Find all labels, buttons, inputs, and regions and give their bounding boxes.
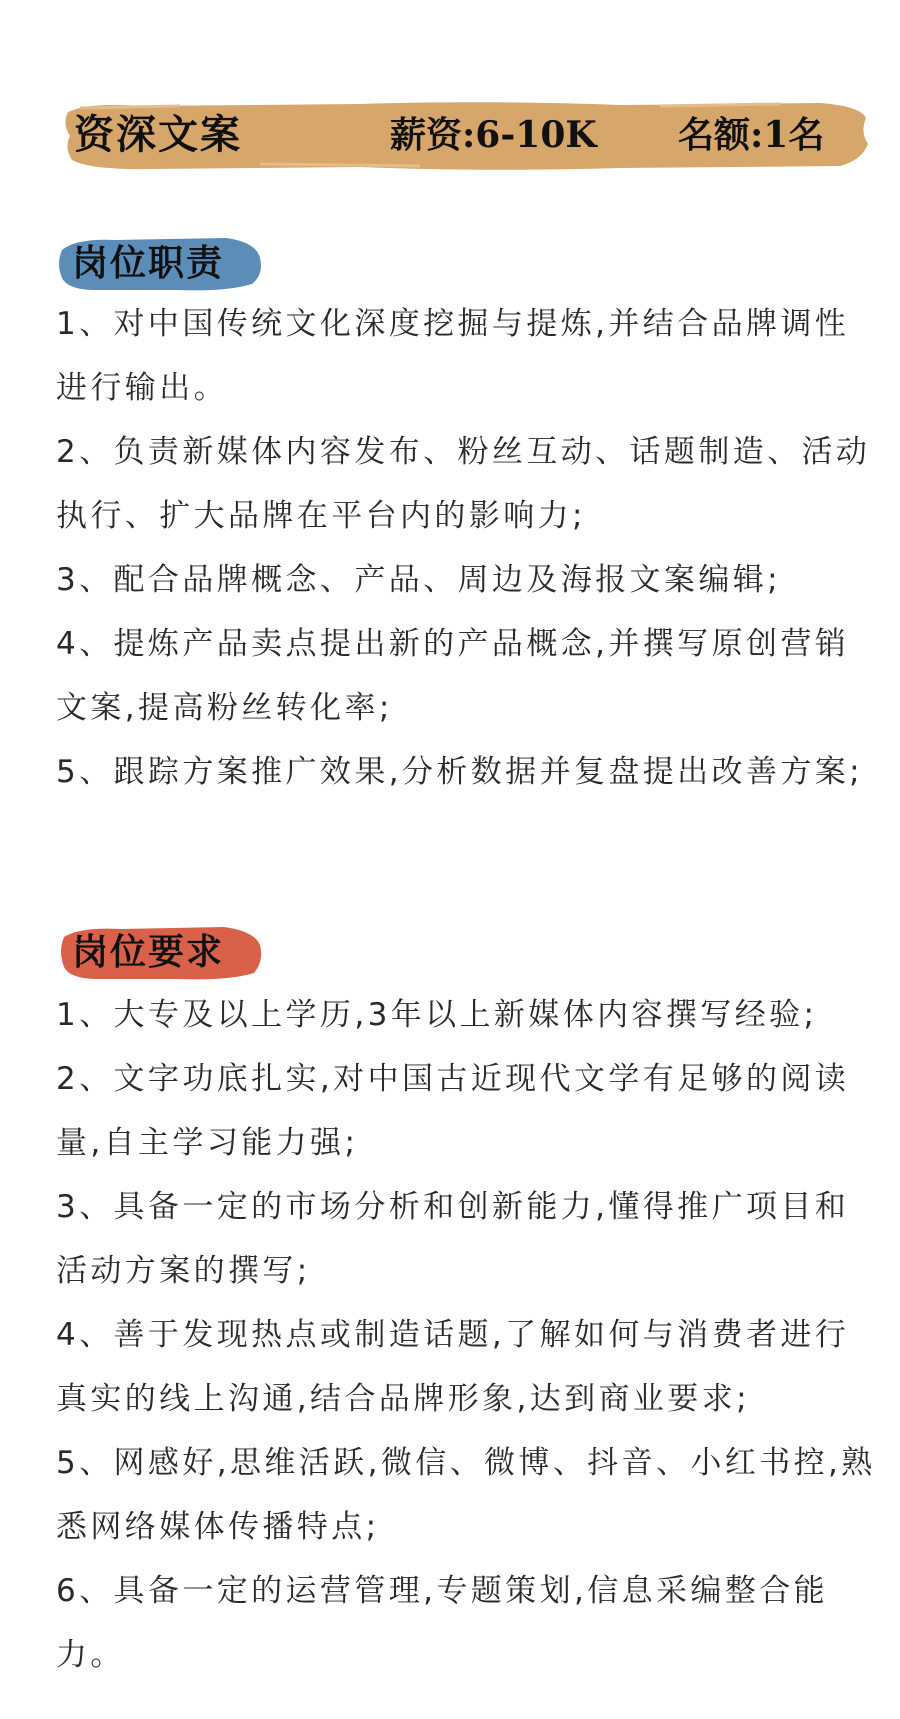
list-item: 1、大专及以上学历,3年以上新媒体内容撰写经验; bbox=[56, 997, 818, 1033]
list-item: 5、网感好,思维活跃,微信、微博、抖音、小红书控,熟悉网络媒体传播特点; bbox=[56, 1445, 876, 1545]
list-item: 3、具备一定的市场分析和创新能力,懂得推广项目和活动方案的撰写; bbox=[56, 1189, 850, 1289]
responsibilities-heading-tag bbox=[56, 232, 266, 294]
list-item: 2、负责新媒体内容发布、粉丝互动、话题制造、活动执行、扩大品牌在平台内的影响力; bbox=[56, 434, 871, 534]
list-item: 1、对中国传统文化深度挖掘与提炼,并结合品牌调性进行输出。 bbox=[56, 306, 850, 406]
list-item: 4、善于发现热点或制造话题,了解如何与消费者进行真实的线上沟通,结合品牌形象,达到商业要求; bbox=[56, 1317, 850, 1417]
requirements-heading-tag bbox=[56, 921, 266, 983]
requirements-list bbox=[56, 983, 876, 1687]
list-item: 3、配合品牌概念、产品、周边及海报文案编辑; bbox=[56, 562, 781, 598]
salary-label: 薪资:6-10K bbox=[390, 114, 597, 156]
list-item: 4、提炼产品卖点提出新的产品概念,并撰写原创营销文案,提高粉丝转化率; bbox=[56, 626, 850, 726]
job-title: 资深文案 bbox=[74, 111, 242, 158]
responsibilities-heading: 岗位职责 bbox=[72, 242, 225, 284]
responsibilities-list bbox=[56, 292, 876, 804]
quota-label: 名额:1名 bbox=[678, 114, 825, 156]
list-item: 6、具备一定的运营管理,专题策划,信息采编整合能力。 bbox=[56, 1573, 829, 1673]
job-title-banner bbox=[60, 98, 870, 172]
list-item: 2、文字功底扎实,对中国古近现代文学有足够的阅读量,自主学习能力强; bbox=[56, 1061, 850, 1161]
requirements-heading: 岗位要求 bbox=[72, 931, 225, 973]
list-item: 5、跟踪方案推广效果,分析数据并复盘提出改善方案; bbox=[56, 754, 864, 790]
